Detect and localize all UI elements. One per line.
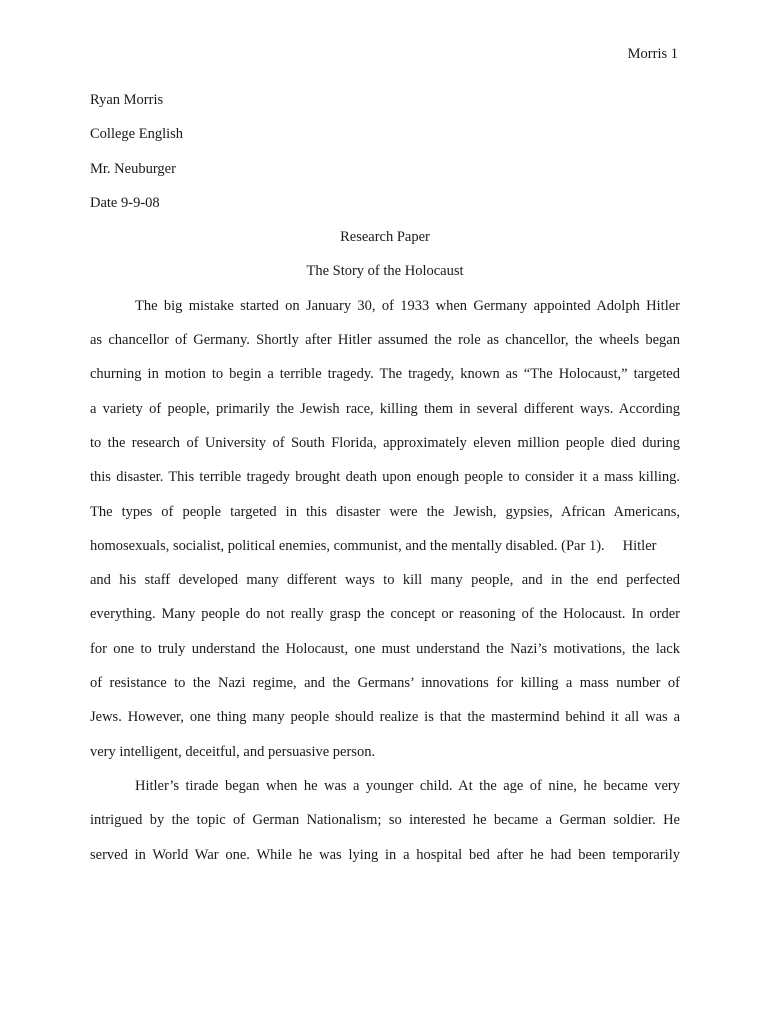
paragraph-line: everything. Many people do not really grasp the concept or reasoning of the Holocaust. In order: [90, 606, 680, 623]
course-name: College English: [90, 126, 184, 143]
paragraph-line: churning in motion to begin a terrible tragedy. The tragedy, known as “The Holocaust,” targeted: [90, 366, 680, 383]
paragraph-line: this disaster. This terrible tragedy brought death upon enough people to consider it a mass killing.: [90, 469, 680, 486]
paragraph-line: to the research of University of South Florida, approximately eleven million people died during: [90, 434, 680, 451]
paragraph-line: The big mistake started on January 30, of 1933 when Germany appointed Adolph Hitler: [135, 297, 680, 314]
paper-date: Date 9-9-08: [90, 194, 160, 211]
paper-title: The Story of the Holocaust: [306, 263, 464, 280]
author-name: Ryan Morris: [90, 92, 164, 108]
paragraph-line: Jews. However, one thing many people should realize is that the mastermind behind it all was a: [90, 709, 680, 726]
paragraph-line: [90, 536, 680, 570]
paragraph-line-text: homosexuals, socialist, political enemies, communist, and the mentally disabled. (Par 1).: [90, 537, 605, 554]
instructor-name: Mr. Neuburger: [90, 160, 176, 177]
paragraph-line: and his staff developed many different ways to kill many people, and in the end perfected: [90, 572, 680, 589]
paper-text: [90, 90, 680, 879]
paragraph: [90, 776, 680, 879]
paragraph: [90, 296, 680, 776]
paragraph-line: of resistance to the Nazi regime, and the Germans’ innovations for killing a mass number of: [90, 675, 680, 692]
paper-type-label: Research Paper: [340, 229, 430, 246]
paragraph-line-text: Hitler: [622, 537, 657, 554]
paragraph-line: The types of people targeted in this disaster were the Jewish, gypsies, African Americans,: [90, 503, 680, 520]
paragraph-line: very intelligent, deceitful, and persuasive person.: [90, 743, 376, 760]
paragraph-line: Hitler’s tirade began when he was a younger child. At the age of nine, he became very: [135, 777, 680, 794]
paragraph-line: as chancellor of Germany. Shortly after Hitler assumed the role as chancellor, the wheels began: [90, 332, 680, 349]
paragraph-line: a variety of people, primarily the Jewish race, killing them in several different ways. According: [90, 400, 680, 417]
paragraph-line: intrigued by the topic of German Nationalism; so interested he became a German soldier. He: [90, 812, 680, 829]
page-header: Morris 1: [627, 46, 678, 62]
paragraph-line: served in World War one. While he was lying in a hospital bed after he had been temporarily: [90, 846, 680, 863]
paragraph-line: for one to truly understand the Holocaust, one must understand the Nazi’s motivations, the lack: [90, 640, 680, 657]
